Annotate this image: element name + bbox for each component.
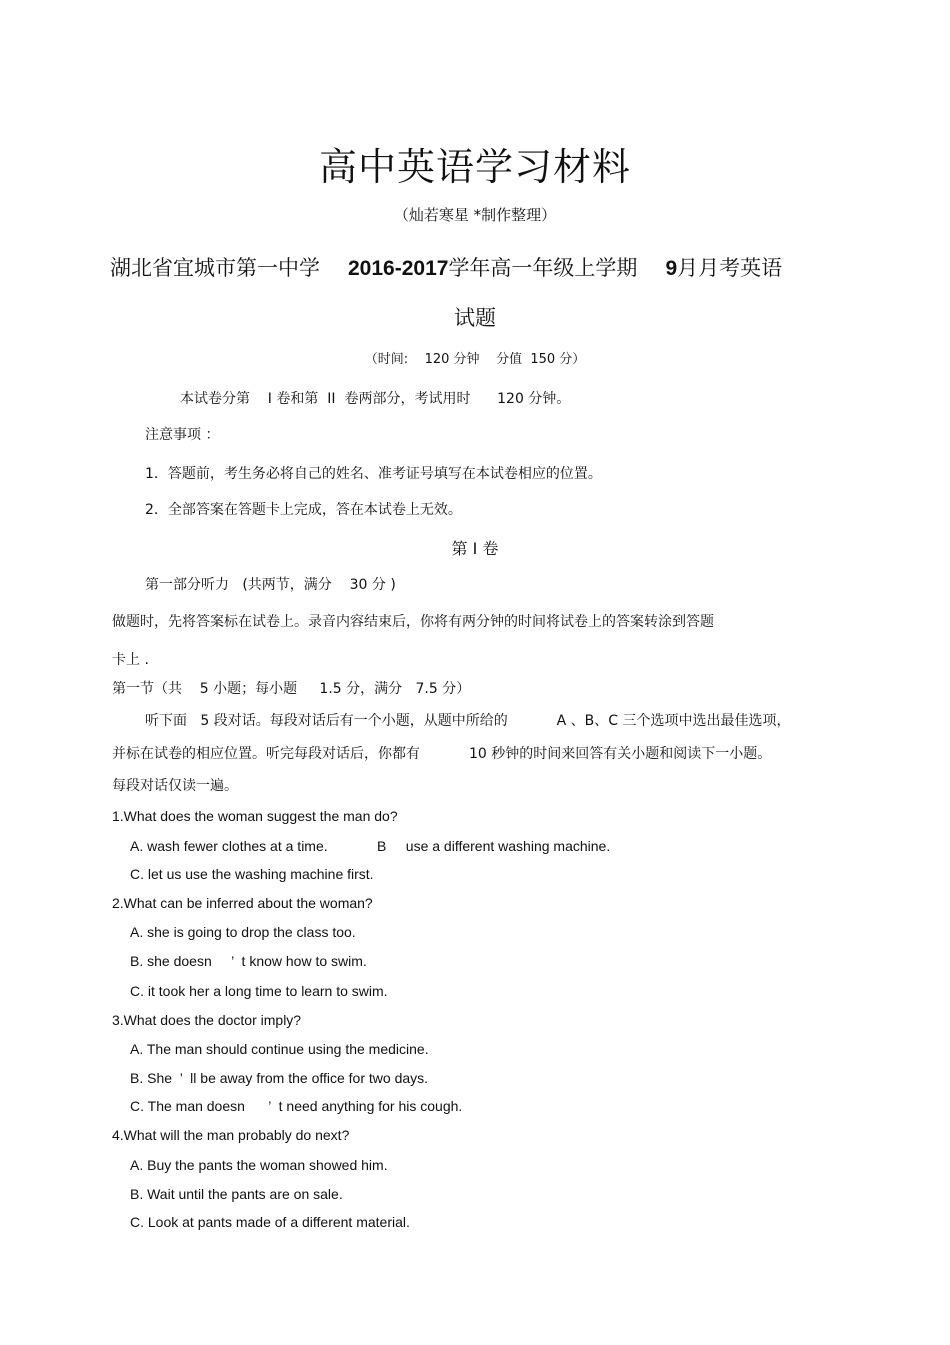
question-text: 3.What does the doctor imply? <box>112 1012 302 1028</box>
doc-subtitle: （灿若寒星 *制作整理） <box>393 206 557 224</box>
instruction-text: 做题时，先将答案标在试卷上。录音内容结束后，你将有两分钟的时间将试卷上的答案转涂到答题 <box>112 614 714 630</box>
option-b: B use a different washing machine. <box>377 838 611 854</box>
intro-text: 本试卷分第 I 卷和第 II 卷两部分，考试用时 120 分钟。 <box>180 391 571 407</box>
option-c: C. it took her a long time to learn to swim. <box>130 983 388 999</box>
option-a: A. The man should continue using the medicine. <box>130 1041 429 1057</box>
heading-part1: 学年高一年级上学期 <box>448 256 638 280</box>
school-year: 2016-2017 <box>348 257 449 280</box>
option-a: A. wash fewer clothes at a time. <box>130 838 328 854</box>
exam-month: 9 <box>665 257 678 280</box>
part-title: 第一部分听力 (共两节，满分 30 分 ) <box>145 577 396 593</box>
notice-item: 2．全部答案在答题卡上完成，答在本试卷上无效。 <box>145 502 462 518</box>
option-a: A. Buy the pants the woman showed him. <box>130 1157 388 1173</box>
option-b: B. she doesn ’ t know how to swim. <box>130 953 367 969</box>
doc-title: 高中英语学习材料 <box>318 145 631 189</box>
question-text: 1.What does the woman suggest the man do? <box>112 808 398 824</box>
section1-desc: 听下面 5 段对话。每段对话后有一个小题，从题中所给的 A 、B、C 三个选项中选出最佳选项， <box>145 713 791 729</box>
section1-desc: 每段对话仅读一遍。 <box>112 778 238 794</box>
section1-desc: 并标在试卷的相应位置。听完每段对话后，你都有 10 秒钟的时间来回答有关小题和阅读下一小题。 <box>112 746 772 762</box>
time-note: （时间: 120 分钟 分值 150 分） <box>364 352 586 367</box>
school-name: 湖北省宜城市第一中学 <box>110 256 320 280</box>
option-c: C. Look at pants made of a different material. <box>130 1214 410 1230</box>
exam-heading <box>110 252 840 282</box>
section-title: 第 I 卷 <box>451 539 499 558</box>
instruction-text: 卡上 . <box>112 652 149 668</box>
option-b: B. She ’ ll be away from the office for two days. <box>130 1070 429 1086</box>
option-c: C. The man doesn ’ t need anything for his cough. <box>130 1098 463 1114</box>
option-b: B. Wait until the pants are on sale. <box>130 1186 343 1202</box>
exam-heading-line2: 试题 <box>454 306 496 330</box>
option-a: A. she is going to drop the class too. <box>130 924 356 940</box>
notice-label: 注意事项 ： <box>145 427 220 443</box>
notice-item: 1．答题前，考生务必将自己的姓名、准考证号填写在本试卷相应的位置。 <box>145 466 602 482</box>
question-text: 4.What will the man probably do next? <box>112 1127 350 1143</box>
heading-part2: 月月考英语 <box>677 256 783 280</box>
option-c: C. let us use the washing machine first. <box>130 866 374 882</box>
question-text: 2.What can be inferred about the woman? <box>112 895 373 911</box>
section1-title: 第一节（共 5 小题；每小题 1.5 分，满分 7.5 分） <box>112 681 471 697</box>
